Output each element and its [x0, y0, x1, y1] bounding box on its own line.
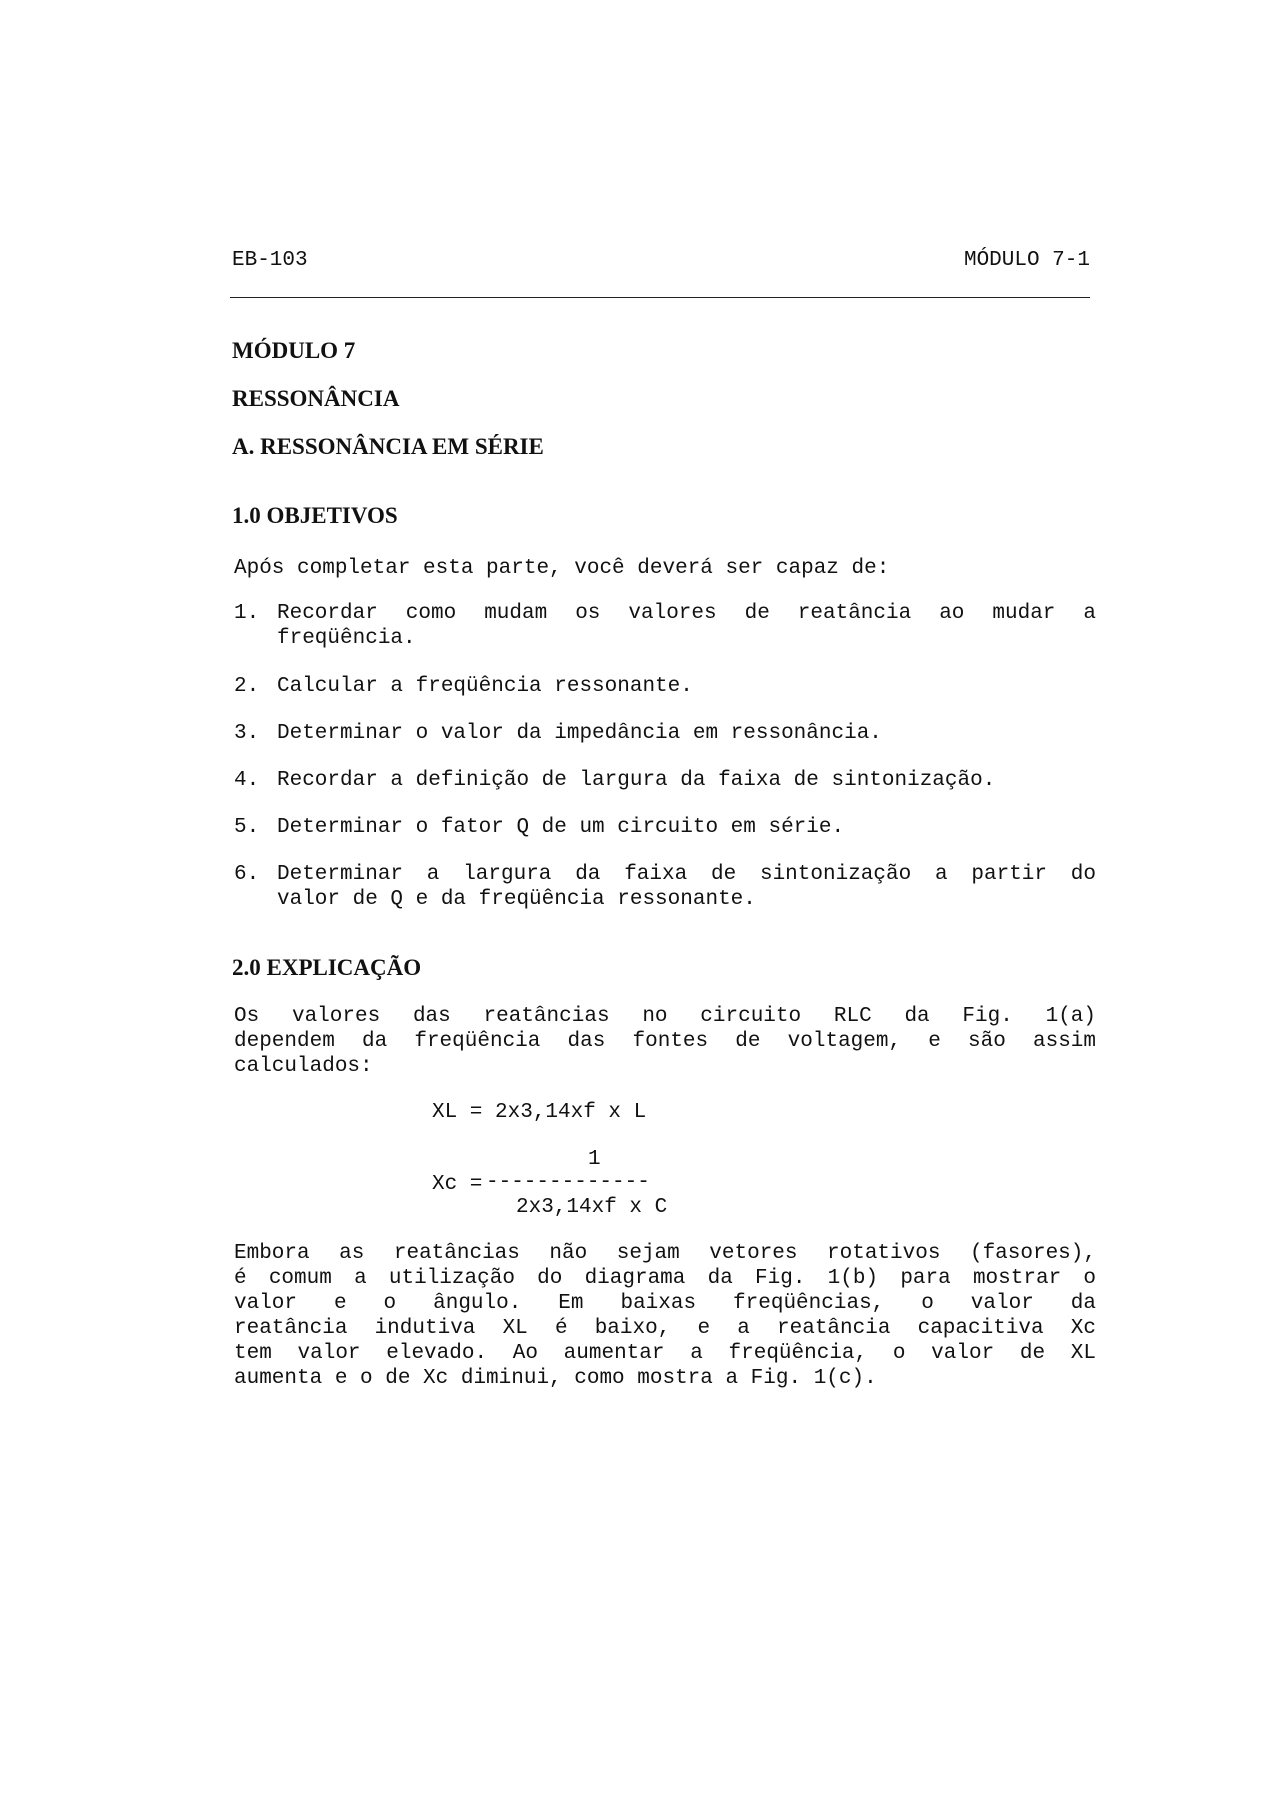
paragraph-line: valor e o ângulo. Em baixas freqüências, o valor da	[234, 1292, 1096, 1315]
list-item-line: Calcular a freqüência ressonante.	[277, 675, 693, 698]
list-item-text	[277, 768, 1096, 793]
paragraph-line: Embora as reatâncias não sejam vetores rotativos (fasores),	[234, 1242, 1096, 1265]
explanation-heading: 2.0 EXPLICAÇÃO	[232, 955, 422, 980]
document-code: EB-103	[232, 249, 308, 272]
paragraph-line: aumenta e o de Xc diminui, como mostra a Fig. 1(c).	[234, 1367, 877, 1390]
list-item-line: freqüência.	[277, 627, 416, 650]
paragraph-line: tem valor elevado. Ao aumentar a freqüência, o valor de XL	[234, 1342, 1096, 1365]
paragraph-line: Os valores das reatâncias no circuito RLC da Fig. 1(a)	[234, 1005, 1096, 1028]
list-item-line: Determinar o valor da impedância em ressonância.	[277, 722, 882, 745]
list-item-line: Recordar como mudam os valores de reatância ao mudar a	[277, 602, 1096, 625]
formula-xc-fraction-bar: -------------	[486, 1171, 650, 1194]
header-divider	[230, 297, 1090, 298]
paragraph-line: reatância indutiva XL é baixo, e a reatância capacitiva Xc	[234, 1317, 1096, 1340]
formula-xc-lhs: Xc =	[432, 1173, 483, 1196]
module-title: MÓDULO 7	[232, 338, 356, 363]
paragraph-line: calculados:	[234, 1055, 373, 1078]
topic-title: RESSONÂNCIA	[232, 386, 400, 411]
objectives-intro-text: Após completar esta parte, você deverá ser capaz de:	[234, 557, 890, 580]
list-item-line: Recordar a definição de largura da faixa de sintonização.	[277, 769, 996, 792]
objectives-intro	[234, 556, 1096, 581]
explanation-paragraph-2	[234, 1241, 1096, 1391]
list-item-number: 4.	[234, 769, 260, 792]
list-item-text	[277, 815, 1096, 840]
list-item-line: valor de Q e da freqüência ressonante.	[277, 888, 756, 911]
list-item-text	[277, 674, 1096, 699]
list-item-text	[277, 862, 1096, 912]
list-item-text	[277, 601, 1096, 651]
objectives-heading: 1.0 OBJETIVOS	[232, 503, 398, 528]
running-header	[232, 248, 1090, 276]
formula-xc-denominator: 2x3,14xf x C	[516, 1196, 668, 1219]
formula-xc-numerator: 1	[588, 1148, 601, 1171]
section-a-title: A. RESSONÂNCIA EM SÉRIE	[232, 434, 544, 459]
formula-xl: XL = 2x3,14xf x L	[432, 1101, 647, 1124]
list-item-line: Determinar a largura da faixa de sintonização a partir do	[277, 863, 1096, 886]
list-item-text	[277, 721, 1096, 746]
list-item-number: 6.	[234, 863, 260, 886]
list-item-number: 2.	[234, 675, 260, 698]
list-item-number: 3.	[234, 722, 260, 745]
page-number: MÓDULO 7-1	[963, 249, 1090, 272]
paragraph-line: dependem da freqüência das fontes de voltagem, e são assim	[234, 1030, 1096, 1053]
explanation-paragraph-1	[234, 1004, 1096, 1079]
list-item-number: 5.	[234, 816, 260, 839]
paragraph-line: é comum a utilização do diagrama da Fig. 1(b) para mostrar o	[234, 1267, 1096, 1290]
list-item-line: Determinar o fator Q de um circuito em série.	[277, 816, 845, 839]
list-item-number: 1.	[234, 602, 260, 625]
